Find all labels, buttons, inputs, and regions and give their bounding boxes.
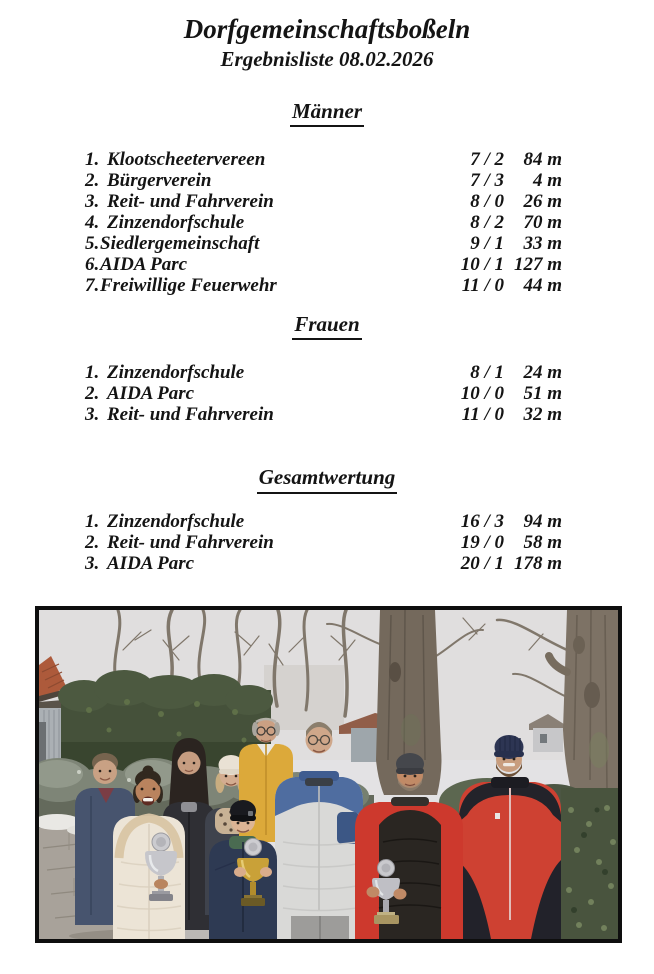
row-score: 11 / 0 (461, 275, 504, 297)
row-rank: 2. (85, 531, 100, 553)
row-distance: 44 m (523, 275, 562, 297)
row-team: Zinzendorfschule (107, 362, 245, 384)
table-row (85, 149, 562, 170)
row-rank: 2. (85, 170, 100, 192)
table-row (85, 383, 562, 404)
section-heading-text: Gesamtwertung (257, 465, 398, 493)
table-row (85, 191, 562, 212)
section-gesamtwertung (0, 465, 654, 573)
row-distance: 58 m (523, 531, 562, 553)
results-document (0, 14, 654, 974)
row-team: Klootscheetervereen (107, 149, 266, 171)
row-distance: 84 m (523, 149, 562, 171)
row-team: Reit- und Fahrverein (107, 531, 274, 553)
section-heading-text: Männer (290, 99, 364, 127)
row-team: Freiwillige Feuerwehr (100, 275, 277, 297)
row-distance: 178 m (513, 552, 562, 574)
results-list-frauen (85, 362, 562, 425)
table-row (85, 254, 562, 275)
table-row (85, 170, 562, 191)
row-rank: 3. (85, 404, 100, 426)
row-score: 19 / 0 (460, 531, 504, 553)
row-rank: 4. (85, 212, 100, 234)
row-team: AIDA Parc (100, 254, 188, 276)
row-score: 16 / 3 (460, 510, 504, 532)
row-team: AIDA Parc (107, 552, 195, 574)
section-frauen (0, 312, 654, 425)
row-score: 10 / 0 (460, 383, 504, 405)
row-score: 10 / 1 (460, 254, 504, 276)
row-score: 8 / 2 (470, 212, 504, 234)
row-distance: 33 m (523, 233, 562, 255)
row-team: Siedlergemeinschaft (100, 233, 260, 255)
row-distance: 127 m (513, 254, 562, 276)
results-list-gesamtwertung (85, 511, 562, 574)
row-team: Bürgerverein (107, 170, 212, 192)
right-bush (561, 788, 618, 939)
row-rank: 7. (85, 275, 100, 297)
row-distance: 32 m (523, 404, 562, 426)
row-team: Reit- und Fahrverein (107, 404, 274, 426)
table-row (85, 511, 562, 532)
row-team: Zinzendorfschule (107, 212, 245, 234)
row-rank: 1. (85, 362, 100, 384)
row-rank: 6. (85, 254, 100, 276)
section-heading-frauen (0, 312, 654, 340)
row-rank: 3. (85, 191, 100, 213)
row-score: 7 / 2 (470, 149, 504, 171)
row-score: 20 / 1 (460, 552, 504, 574)
row-score: 8 / 0 (470, 191, 504, 213)
row-rank: 5. (85, 233, 100, 255)
row-team: Zinzendorfschule (107, 510, 245, 532)
row-rank: 1. (85, 510, 100, 532)
row-rank: 1. (85, 149, 100, 171)
table-row (85, 362, 562, 383)
document-subtitle: Ergebnisliste 08.02.2026 (220, 47, 434, 72)
row-distance: 94 m (523, 510, 562, 532)
section-heading-maenner (0, 99, 654, 127)
row-distance: 26 m (523, 191, 562, 213)
table-row (85, 532, 562, 553)
row-distance: 4 m (532, 170, 562, 192)
row-score: 9 / 1 (470, 233, 504, 255)
results-list-maenner (85, 149, 562, 296)
row-rank: 2. (85, 383, 100, 405)
section-maenner (0, 99, 654, 296)
section-heading-gesamtwertung (0, 465, 654, 493)
table-row (85, 404, 562, 425)
row-rank: 3. (85, 552, 100, 574)
row-score: 11 / 0 (461, 404, 504, 426)
row-distance: 70 m (523, 212, 562, 234)
table-row (85, 212, 562, 233)
table-row (85, 553, 562, 574)
table-row (85, 275, 562, 296)
row-distance: 24 m (523, 362, 562, 384)
row-team: Reit- und Fahrverein (107, 191, 274, 213)
row-score: 7 / 3 (470, 170, 504, 192)
table-row (85, 233, 562, 254)
row-score: 8 / 1 (470, 362, 504, 384)
row-distance: 51 m (523, 383, 562, 405)
document-title: Dorfgemeinschaftsboßeln (183, 14, 471, 44)
row-team: AIDA Parc (107, 383, 195, 405)
photo-scene (39, 610, 618, 939)
group-photo (35, 606, 622, 943)
section-heading-text: Frauen (292, 312, 361, 340)
